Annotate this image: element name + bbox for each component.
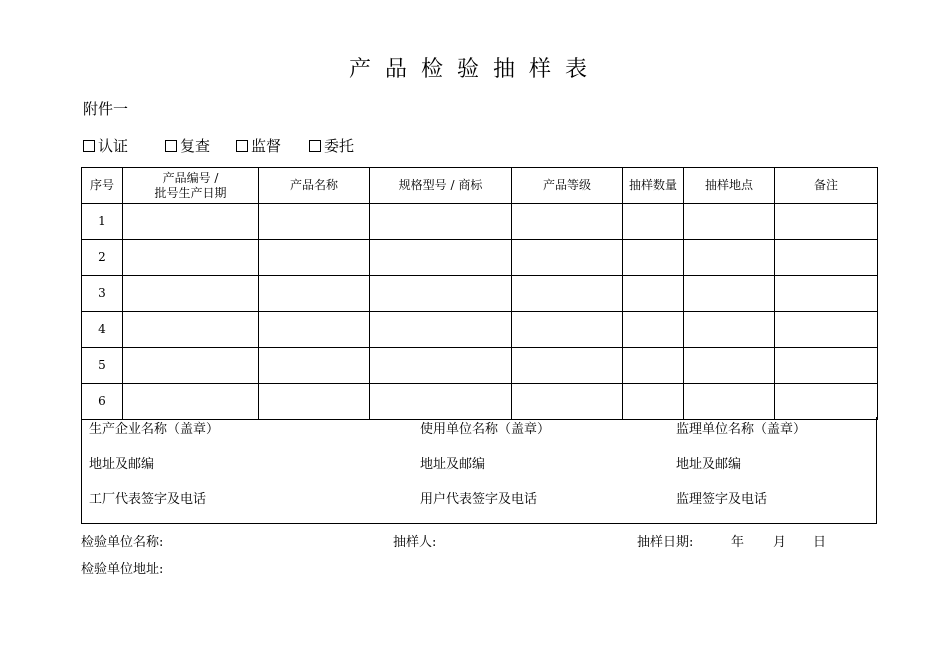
cell-product-grade[interactable] bbox=[512, 204, 623, 240]
cell-sample-quantity[interactable] bbox=[623, 276, 684, 312]
checkbox-review[interactable] bbox=[165, 135, 210, 156]
checkbox-square-icon[interactable] bbox=[236, 140, 248, 152]
table-header-row bbox=[82, 168, 878, 204]
checkbox-label: 复查 bbox=[180, 137, 211, 155]
cell-product-name[interactable] bbox=[259, 276, 370, 312]
cell-spec-model[interactable] bbox=[370, 204, 512, 240]
cell-product-grade[interactable] bbox=[512, 348, 623, 384]
signature-section bbox=[81, 417, 877, 524]
cell-sample-place[interactable] bbox=[684, 348, 775, 384]
cell-sample-quantity[interactable] bbox=[623, 348, 684, 384]
checkbox-certification[interactable] bbox=[83, 135, 128, 156]
checkbox-square-icon[interactable] bbox=[309, 140, 321, 152]
cell-remarks[interactable] bbox=[775, 204, 878, 240]
cell-product-code[interactable] bbox=[123, 276, 259, 312]
cell-sample-place[interactable] bbox=[684, 276, 775, 312]
checkbox-supervision[interactable] bbox=[236, 135, 281, 156]
day-label: 日 bbox=[813, 535, 827, 550]
cell-sample-place[interactable] bbox=[684, 312, 775, 348]
cell-product-name[interactable] bbox=[259, 204, 370, 240]
cell-spec-model[interactable] bbox=[370, 276, 512, 312]
producer-address-label: 地址及邮编 bbox=[89, 457, 155, 472]
user-name-label: 使用单位名称（盖章） bbox=[420, 422, 551, 437]
cell-sample-quantity[interactable] bbox=[623, 384, 684, 420]
supervisor-address-label: 地址及邮编 bbox=[676, 457, 742, 472]
header-remarks: 备注 bbox=[775, 168, 878, 204]
cell-remarks[interactable] bbox=[775, 276, 878, 312]
sample-date-label: 抽样日期: bbox=[637, 535, 694, 550]
page-title: 产品检验抽样表 bbox=[348, 57, 601, 82]
cell-product-name[interactable] bbox=[259, 240, 370, 276]
cell-product-code[interactable] bbox=[123, 240, 259, 276]
user-address-label: 地址及邮编 bbox=[420, 457, 486, 472]
cell-sample-quantity[interactable] bbox=[623, 312, 684, 348]
sampling-table bbox=[81, 167, 878, 420]
header-product-code-line2: 批号生产日期 bbox=[154, 185, 227, 200]
check-options bbox=[83, 135, 354, 156]
cell-product-grade[interactable] bbox=[512, 240, 623, 276]
cell-product-grade[interactable] bbox=[512, 276, 623, 312]
header-sample-quantity: 抽样数量 bbox=[623, 168, 684, 204]
table-row bbox=[82, 348, 878, 384]
row-index: 2 bbox=[82, 240, 123, 276]
row-index: 3 bbox=[82, 276, 123, 312]
checkbox-entrusted[interactable] bbox=[309, 135, 354, 156]
cell-sample-place[interactable] bbox=[684, 384, 775, 420]
header-product-name: 产品名称 bbox=[259, 168, 370, 204]
header-sample-place: 抽样地点 bbox=[684, 168, 775, 204]
cell-sample-place[interactable] bbox=[684, 204, 775, 240]
row-index: 4 bbox=[82, 312, 123, 348]
supervisor-name-label: 监理单位名称（盖章） bbox=[676, 422, 807, 437]
cell-spec-model[interactable] bbox=[370, 312, 512, 348]
cell-product-name[interactable] bbox=[259, 384, 370, 420]
header-product-code bbox=[123, 168, 259, 204]
annex-label: 附件一 bbox=[83, 100, 129, 118]
row-index: 5 bbox=[82, 348, 123, 384]
cell-sample-place[interactable] bbox=[684, 240, 775, 276]
sampler-label: 抽样人: bbox=[393, 535, 437, 550]
checkbox-square-icon[interactable] bbox=[83, 140, 95, 152]
producer-name-label: 生产企业名称（盖章） bbox=[89, 422, 220, 437]
cell-spec-model[interactable] bbox=[370, 348, 512, 384]
cell-product-name[interactable] bbox=[259, 348, 370, 384]
checkbox-label: 监督 bbox=[251, 137, 282, 155]
header-seq: 序号 bbox=[82, 168, 123, 204]
cell-product-code[interactable] bbox=[123, 384, 259, 420]
checkbox-label: 认证 bbox=[98, 137, 129, 155]
month-label: 月 bbox=[773, 535, 787, 550]
inspect-unit-name-label: 检验单位名称: bbox=[81, 535, 164, 550]
table-row bbox=[82, 312, 878, 348]
header-product-code-line1: 产品编号 / bbox=[162, 170, 219, 185]
cell-product-code[interactable] bbox=[123, 204, 259, 240]
header-spec-model: 规格型号 / 商标 bbox=[370, 168, 512, 204]
table-row bbox=[82, 240, 878, 276]
table-row bbox=[82, 204, 878, 240]
supervisor-sign-label: 监理签字及电话 bbox=[676, 492, 768, 507]
row-index: 1 bbox=[82, 204, 123, 240]
cell-product-name[interactable] bbox=[259, 312, 370, 348]
cell-remarks[interactable] bbox=[775, 312, 878, 348]
user-sign-label: 用户代表签字及电话 bbox=[420, 492, 538, 507]
cell-remarks[interactable] bbox=[775, 384, 878, 420]
row-index: 6 bbox=[82, 384, 123, 420]
cell-product-code[interactable] bbox=[123, 348, 259, 384]
year-label: 年 bbox=[731, 535, 745, 550]
table-row bbox=[82, 276, 878, 312]
cell-product-grade[interactable] bbox=[512, 312, 623, 348]
cell-remarks[interactable] bbox=[775, 348, 878, 384]
cell-sample-quantity[interactable] bbox=[623, 204, 684, 240]
cell-spec-model[interactable] bbox=[370, 384, 512, 420]
producer-sign-label: 工厂代表签字及电话 bbox=[89, 492, 207, 507]
cell-spec-model[interactable] bbox=[370, 240, 512, 276]
header-product-grade: 产品等级 bbox=[512, 168, 623, 204]
cell-product-code[interactable] bbox=[123, 312, 259, 348]
checkbox-label: 委托 bbox=[324, 137, 355, 155]
checkbox-square-icon[interactable] bbox=[165, 140, 177, 152]
cell-product-grade[interactable] bbox=[512, 384, 623, 420]
inspect-unit-address-label: 检验单位地址: bbox=[81, 562, 164, 577]
cell-remarks[interactable] bbox=[775, 240, 878, 276]
table-row bbox=[82, 384, 878, 420]
cell-sample-quantity[interactable] bbox=[623, 240, 684, 276]
